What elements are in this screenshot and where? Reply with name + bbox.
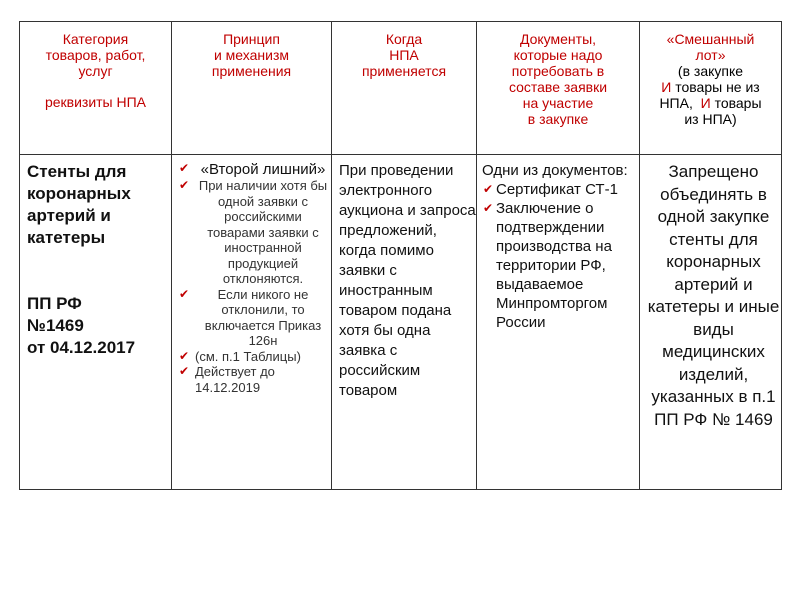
principle-main-list <box>177 161 331 178</box>
header-category: Категория товаров, работ, услуг реквизиты НПА <box>20 22 172 155</box>
header-when: Когда НПА применяется <box>332 22 477 155</box>
list-item: ✔ Если никого не отклонили, то включается Приказ 126н <box>179 286 322 348</box>
check-icon: ✔ <box>179 286 190 301</box>
check-icon: ✔ <box>179 161 190 175</box>
cell-mixed-lot: Запрещено объединять в одной закупке стенты для коронарных артерий и катетеры и иные виды медицинских изделий, указанных в п.1 ПП РФ № 1469 <box>640 155 782 490</box>
header-mixed-lot: «Смешанный лот» (в закупке И товары не из НПА, И товары из НПА) <box>640 22 782 155</box>
cell-when: При проведении электронного аукциона и запроса предложений, когда помимо заявки с иностранным товаром подана хотя бы одна заявка с российским товаром <box>332 155 477 490</box>
check-icon: ✔ <box>483 201 494 215</box>
list-item: ✔ «Второй лишний» <box>179 161 326 178</box>
cell-principle <box>172 155 332 490</box>
table-header-row <box>20 22 782 155</box>
cell-documents: Одни из документов: ✔ Сертификат СТ-1 ✔ Заключение о подтверждении производства на территории РФ, выдаваемое Минпромторгом России <box>477 155 640 490</box>
list-item: ✔ Сертификат СТ-1 <box>483 181 618 198</box>
check-icon: ✔ <box>483 182 494 196</box>
list-item: ✔ При наличии хотя бы одной заявки с российскими товарами заявки с иностранной продукцией отклоняются. <box>179 178 328 286</box>
check-icon: ✔ <box>179 348 190 363</box>
header-principle: Принцип и механизм применения <box>172 22 332 155</box>
documents-list <box>482 180 639 332</box>
list-item: ✔ (см. п.1 Таблицы) <box>179 348 301 364</box>
check-icon: ✔ <box>179 364 190 378</box>
list-item: ✔ Действует до 14.12.2019 <box>179 364 275 395</box>
list-item: ✔ Заключение о подтверждении производства на территории РФ, выдаваемое Минпромторгом России <box>483 200 612 331</box>
check-icon: ✔ <box>179 178 190 192</box>
cell-category: Стенты для коронарных артерий и катетеры ПП РФ №1469 от 04.12.2017 <box>20 155 172 490</box>
table-row <box>20 155 782 490</box>
npa-table <box>19 21 782 490</box>
header-documents: Документы, которые надо потребовать в составе заявки на участие в закупке <box>477 22 640 155</box>
principle-list <box>177 178 331 395</box>
